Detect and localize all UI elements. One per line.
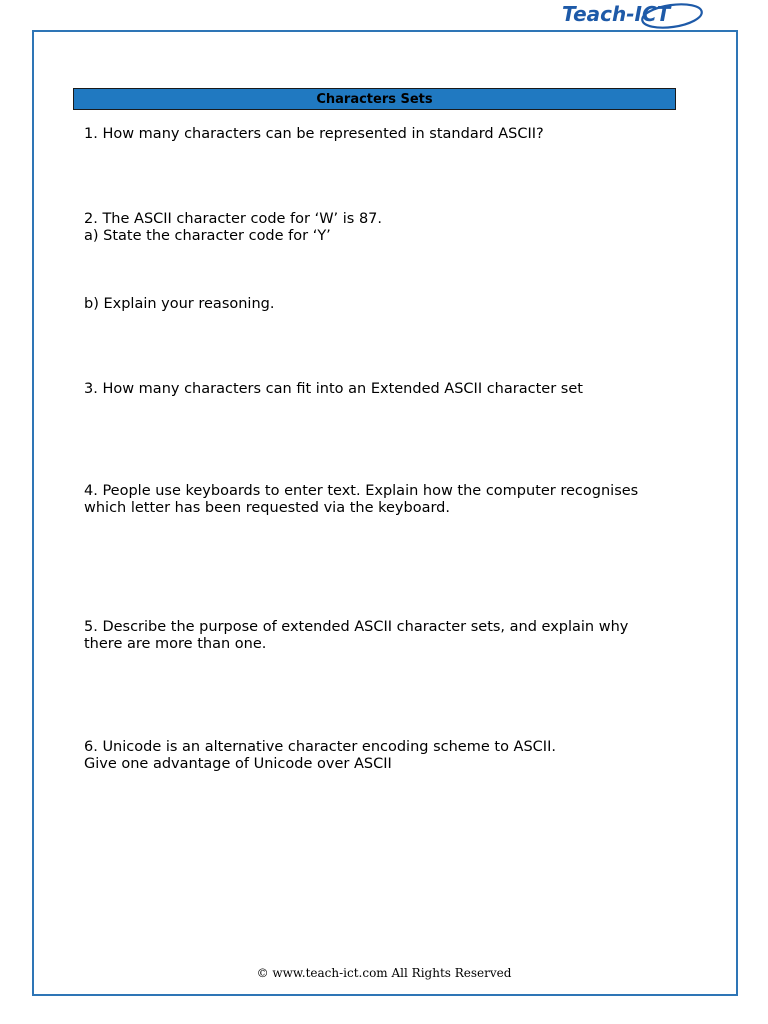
- question-3-line-1: 3. How many characters can fit into an Extended ASCII character set: [84, 381, 583, 397]
- question-4: [84, 483, 704, 517]
- question-5-line-1: 5. Describe the purpose of extended ASCII character sets, and explain why: [84, 619, 629, 635]
- copyright-footer: © www.teach-ict.com All Rights Reserved: [256, 966, 512, 980]
- question-4-line-1: 4. People use keyboards to enter text. Explain how the computer recognises: [84, 483, 639, 499]
- question-2-line-1: 2. The ASCII character code for ‘W’ is 87.: [84, 211, 383, 227]
- question-2: [84, 211, 704, 245]
- question-1: [84, 126, 704, 143]
- question-5: [84, 619, 704, 653]
- teach-ict-logo: [560, 0, 710, 30]
- question-4-line-2: which letter has been requested via the keyboard.: [84, 500, 450, 516]
- logo-graphic: [560, 0, 710, 30]
- question-2b-line-1: b) Explain your reasoning.: [84, 296, 275, 312]
- question-2-line-2: a) State the character code for ‘Y’: [84, 228, 331, 244]
- question-2b: [84, 296, 704, 313]
- page-title: Characters Sets: [316, 91, 433, 107]
- question-3: [84, 381, 704, 398]
- title-bar: [73, 88, 676, 110]
- question-5-line-2: there are more than one.: [84, 636, 267, 652]
- logo-text: Teach-ICT: [562, 2, 671, 26]
- question-6-line-1: 6. Unicode is an alternative character encoding scheme to ASCII.: [84, 739, 556, 755]
- question-6-line-2: Give one advantage of Unicode over ASCII: [84, 756, 392, 772]
- question-1-line-1: 1. How many characters can be represented in standard ASCII?: [84, 126, 544, 142]
- question-6: [84, 739, 704, 773]
